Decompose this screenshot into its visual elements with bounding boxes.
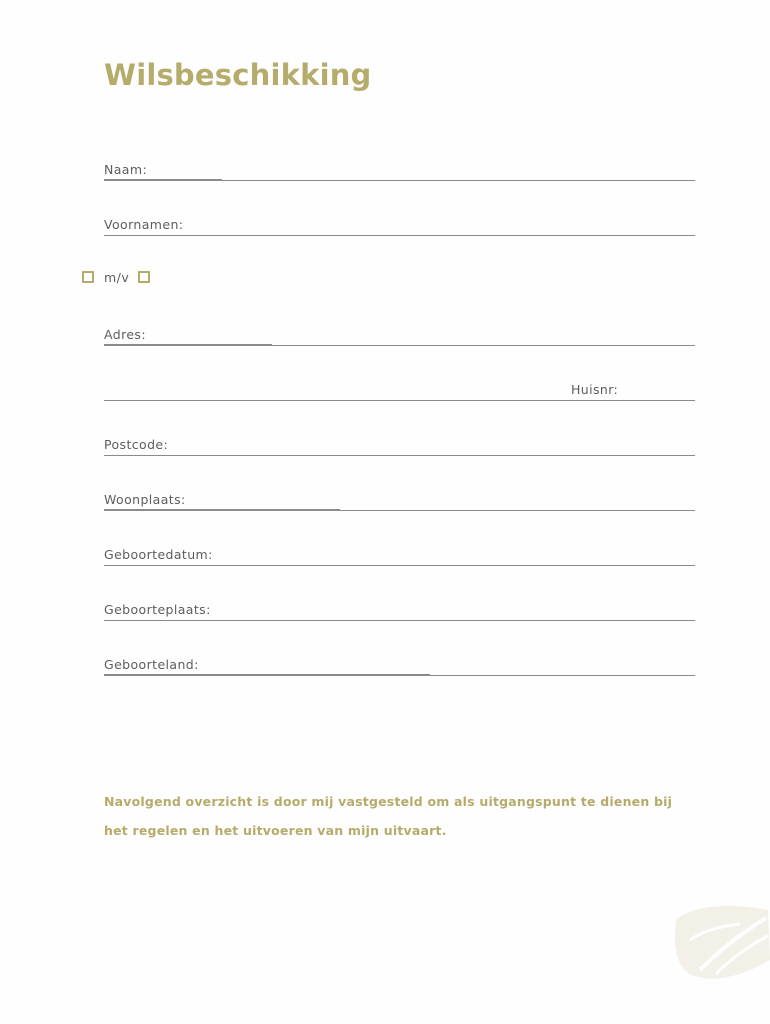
- male-checkbox[interactable]: [82, 271, 94, 283]
- leaf-logo-watermark-icon: [670, 900, 770, 984]
- adres-line-2-field[interactable]: [104, 377, 695, 401]
- geboorteplaats-line: [104, 620, 695, 621]
- woonplaats-line: [104, 510, 695, 511]
- adres-line: [104, 345, 695, 346]
- voornamen-line: [104, 235, 695, 236]
- female-checkbox[interactable]: [138, 271, 150, 283]
- geboortedatum-label: Geboortedatum:: [104, 547, 213, 562]
- naam-label: Naam:: [104, 162, 148, 177]
- geboorteland-line: [104, 675, 695, 676]
- adres-field[interactable]: [104, 322, 695, 346]
- geboorteland-label: Geboorteland:: [104, 657, 199, 672]
- geboorteplaats-label: Geboorteplaats:: [104, 602, 211, 617]
- geboorteplaats-field[interactable]: [104, 597, 695, 621]
- naam-field[interactable]: [104, 157, 695, 181]
- postcode-field[interactable]: [104, 432, 695, 456]
- naam-line: [104, 180, 695, 181]
- adres-line-2-line: [104, 400, 695, 401]
- intro-text: Navolgend overzicht is door mij vastgesteld om als uitgangspunt te dienen bij het regelen en het uitvoeren van mijn uitvaart.: [104, 794, 673, 838]
- woonplaats-label: Woonplaats:: [104, 492, 186, 507]
- voornamen-label: Voornamen:: [104, 217, 184, 232]
- geboortedatum-field[interactable]: [104, 542, 695, 566]
- adres-label: Adres:: [104, 327, 146, 342]
- gender-label: m/v: [104, 270, 130, 285]
- voornamen-field[interactable]: [104, 212, 695, 236]
- huisnr-label: Huisnr:: [571, 382, 619, 397]
- geboorteland-field[interactable]: [104, 652, 695, 676]
- postcode-line: [104, 455, 695, 456]
- geboortedatum-line: [104, 565, 695, 566]
- page-title: Wilsbeschikking: [104, 58, 372, 92]
- woonplaats-field[interactable]: [104, 487, 695, 511]
- postcode-label: Postcode:: [104, 437, 169, 452]
